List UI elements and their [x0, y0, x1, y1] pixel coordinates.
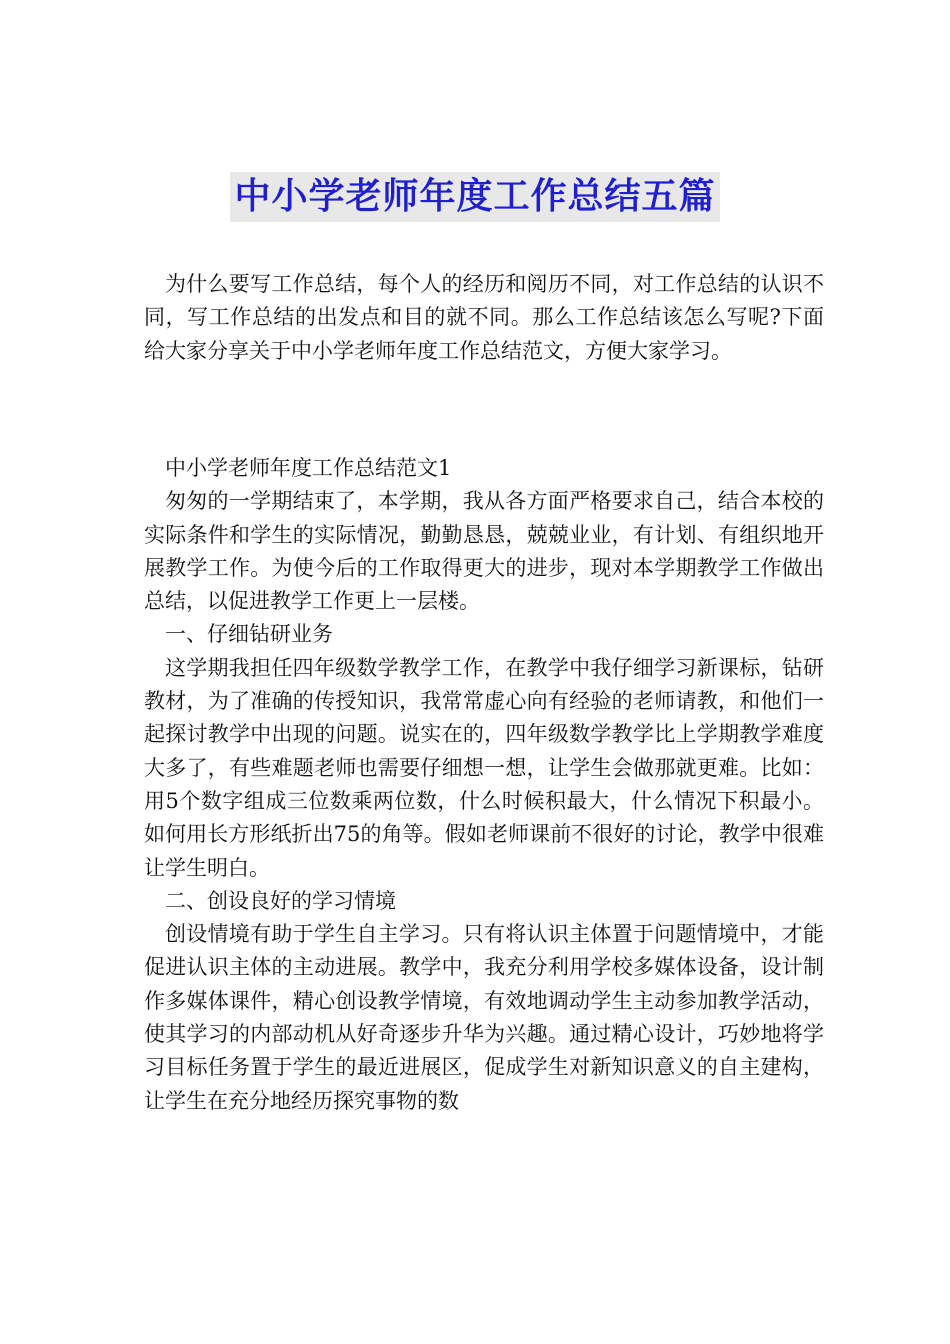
intro-block: [144, 268, 824, 368]
main-block: [144, 452, 824, 1118]
heading-2: 二、创设良好的学习情境: [165, 888, 396, 913]
paragraph-3: 创设情境有助于学生自主学习。只有将认识主体置于问题情境中，才能促进认识主体的主动进展。教学中，我充分利用学校多媒体设备，设计制作多媒体课件，精心创设教学情境，有效地调动学生主动参加教学活动，使其学习的内部动机从好奇逐步升华为兴趣。通过精心设计，巧妙地将学习目标任务置于学生的最近进展区，促成学生对新知识意义的自主建构，让学生在充分地经历探究事物的数: [144, 922, 824, 1113]
section-title: 中小学老师年度工作总结范文1: [165, 456, 452, 480]
paragraph-2: 这学期我担任四年级数学教学工作，在教学中我仔细学习新课标，钻研教材，为了准确的传授知识，我常常虚心向有经验的老师请教，和他们一起探讨教学中出现的问题。说实在的，四年级数学教学比上学期教学难度大多了，有些难题老师也需要仔细想一想，让学生会做那就更难。比如：用5个数字组成三位数乘两位数，什么时候积最大，什么情况下积最小。如何用长方形纸折出75的角等。假如老师课前不很好的讨论，教学中很难让学生明白。: [144, 655, 824, 880]
intro-paragraph: 为什么要写工作总结，每个人的经历和阅历不同，对工作总结的认识不同，写工作总结的出发点和目的就不同。那么工作总结该怎么写呢?下面给大家分享关于中小学老师年度工作总结范文，方便大家学习。: [144, 272, 824, 363]
title-wrap: [0, 172, 950, 222]
heading-1: 一、仔细钻研业务: [165, 622, 333, 647]
document-title: 中小学老师年度工作总结五篇: [230, 172, 719, 222]
paragraph-1: 匆匆的一学期结束了，本学期，我从各方面严格要求自己，结合本校的实际条件和学生的实际情况，勤勤恳恳，兢兢业业，有计划、有组织地开展教学工作。为使今后的工作取得更大的进步，现对本学期教学工作做出总结，以促进教学工作更上一层楼。: [144, 489, 824, 614]
